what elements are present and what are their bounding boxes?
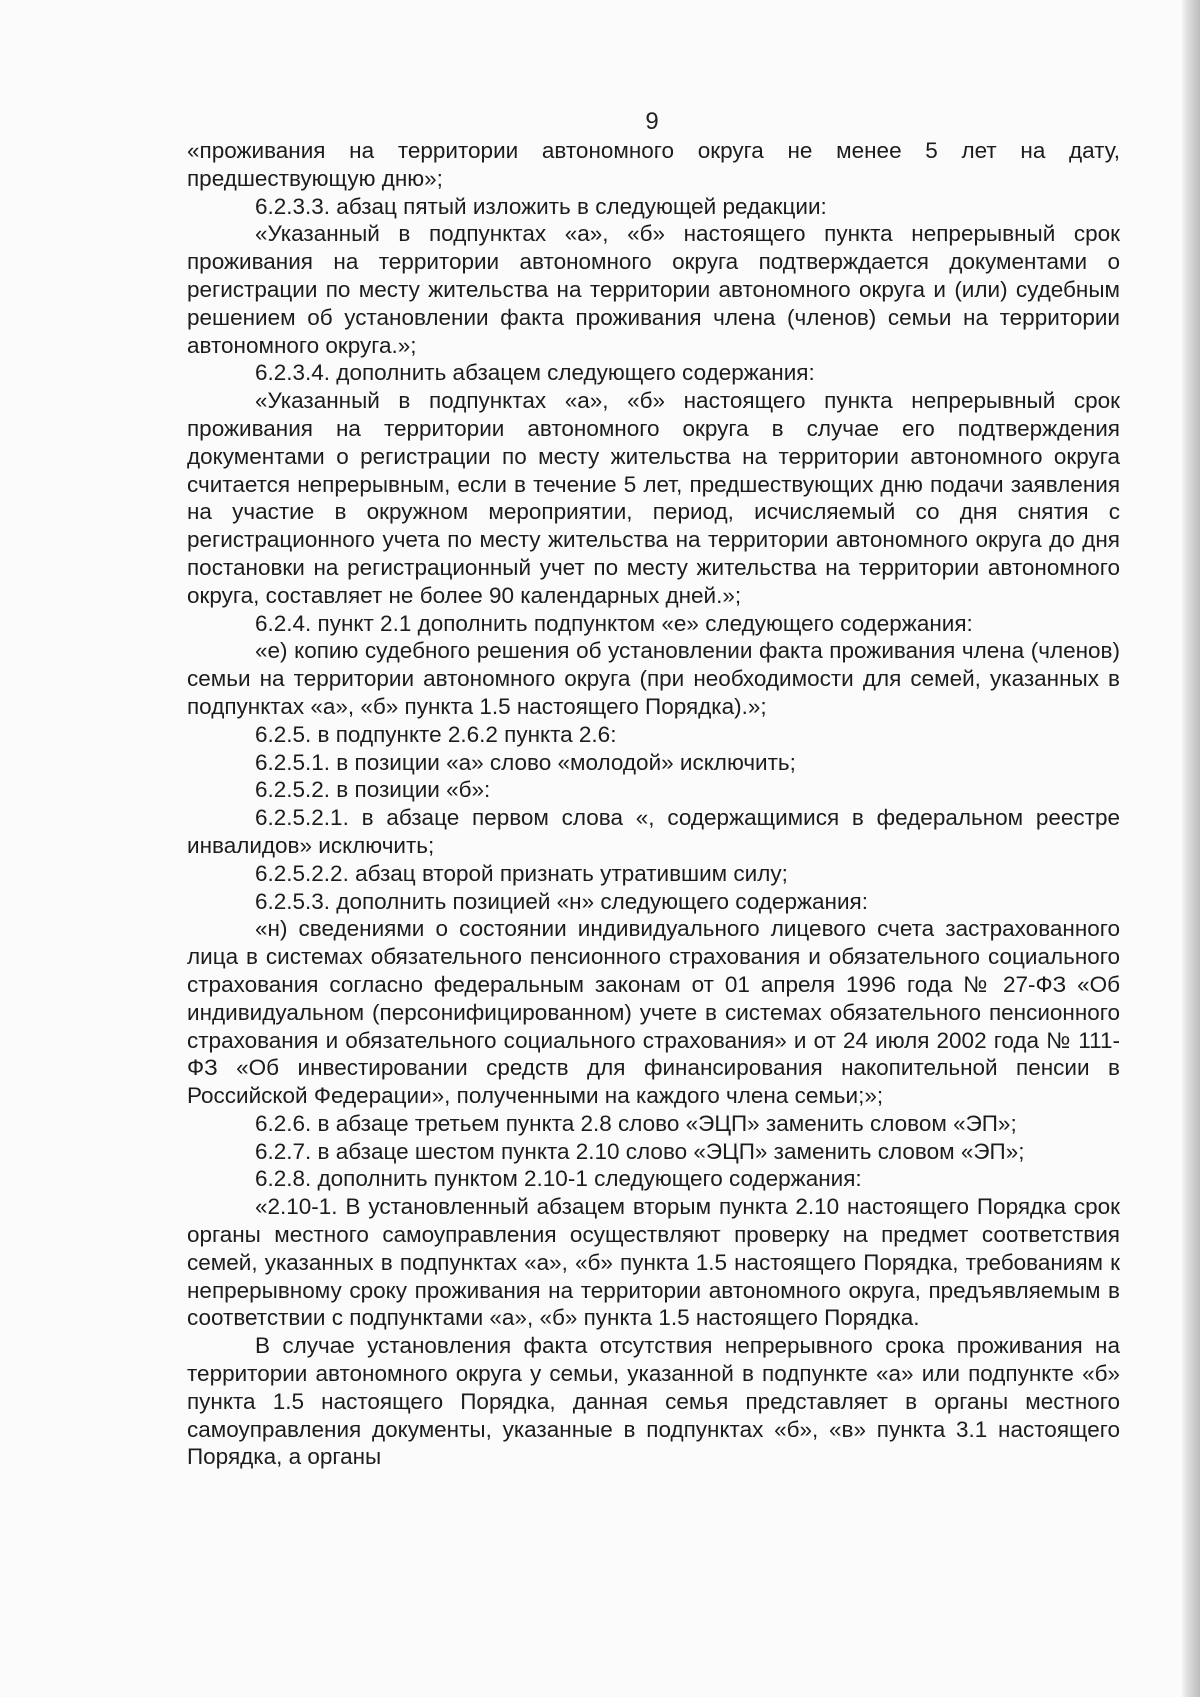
paragraph: 6.2.5.1. в позиции «а» слово «молодой» исключить; [255, 749, 796, 775]
paragraph: «проживания на территории автономного округа не менее 5 лет на дату, предшествующую дню»; [187, 138, 1120, 191]
paragraph: 6.2.4. пункт 2.1 дополнить подпунктом «е» следующего содержания: [255, 610, 973, 636]
paragraph: 6.2.5.2. в позиции «б»: [255, 777, 491, 803]
paragraph: «н) сведениями о состоянии индивидуального лицевого счета застрахованного лица в системах обязательного пенсионного страхования и обязательного социального страхования согласно федеральным законам от 01 апреля 1996 года № 27-ФЗ «Об индивидуальном (персонифицированном) учете в системах обязательного пенсионного страхования и обязательного социального страхования» и от 24 июля 2002 года № 111-ФЗ «Об инвестировании средств для финансирования накопительной пенсии в Российской Федерации», полученными на каждого члена семьи;»; [187, 916, 1120, 1109]
paragraph: «2.10-1. В установленный абзацем вторым пункта 2.10 настоящего Порядка срок органы местного самоуправления осуществляют проверку на предмет соответствия семей, указанных в подпунктах «а», «б» пункта 1.5 настоящего Порядка, требованиям к непрерывному сроку проживания на территории автономного округа, предъявляемым в соответствии с подпунктами «а», «б» пункта 1.5 настоящего Порядка. [187, 1194, 1120, 1331]
paragraph: «Указанный в подпунктах «а», «б» настоящего пункта непрерывный срок проживания на территории автономного округа в случае его подтверждения документами о регистрации по месту жительства на территории автономного округа считается непрерывным, если в течение 5 лет, предшествующих дню подачи заявления на участие в окружном мероприятии, период, исчисляемый со дня снятия с регистрационного учета по месту жительства на территории автономного округа до дня постановки на регистрационный учет по месту жительства на территории автономного округа, составляет не более 90 календарных дней.»; [187, 388, 1120, 608]
page-number: 9 [645, 108, 659, 135]
paragraph: 6.2.5. в подпункте 2.6.2 пункта 2.6: [255, 721, 617, 747]
document-body [187, 137, 1120, 1471]
paragraph: «е) копию судебного решения об установлении факта проживания члена (членов) семьи на территории автономного округа (при необходимости для семей, указанных в подпунктах «а», «б» пункта 1.5 настоящего Порядка).»; [187, 638, 1120, 719]
paragraph: 6.2.3.3. абзац пятый изложить в следующей редакции: [255, 193, 827, 219]
paragraph: 6.2.6. в абзаце третьем пункта 2.8 слово «ЭЦП» заменить словом «ЭП»; [255, 1110, 1017, 1136]
paragraph: 6.2.7. в абзаце шестом пункта 2.10 слово «ЭЦП» заменить словом «ЭП»; [255, 1138, 1025, 1164]
paragraph: 6.2.5.3. дополнить позицией «н» следующего содержания: [255, 888, 868, 914]
paragraph: 6.2.5.2.1. в абзаце первом слова «, содержащимися в федеральном реестре инвалидов» исключить; [187, 805, 1120, 858]
paragraph: 6.2.3.4. дополнить абзацем следующего содержания: [255, 360, 815, 386]
paragraph: «Указанный в подпунктах «а», «б» настоящего пункта непрерывный срок проживания на территории автономного округа подтверждается документами о регистрации по месту жительства на территории автономного округа и (или) судебным решением об установлении факта проживания члена (членов) семьи на территории автономного округа.»; [187, 221, 1120, 358]
paragraph: В случае установления факта отсутствия непрерывного срока проживания на территории автономного округа у семьи, указанной в подпункте «а» или подпункте «б» пункта 1.5 настоящего Порядка, данная семья представляет в органы местного самоуправления документы, указанные в подпунктах «б», «в» пункта 3.1 настоящего Порядка, а органы [187, 1333, 1120, 1470]
paragraph: 6.2.5.2.2. абзац второй признать утратившим силу; [255, 860, 788, 886]
scan-shadow-edge [1182, 0, 1200, 1697]
paragraph: 6.2.8. дополнить пунктом 2.10-1 следующего содержания: [255, 1166, 862, 1192]
